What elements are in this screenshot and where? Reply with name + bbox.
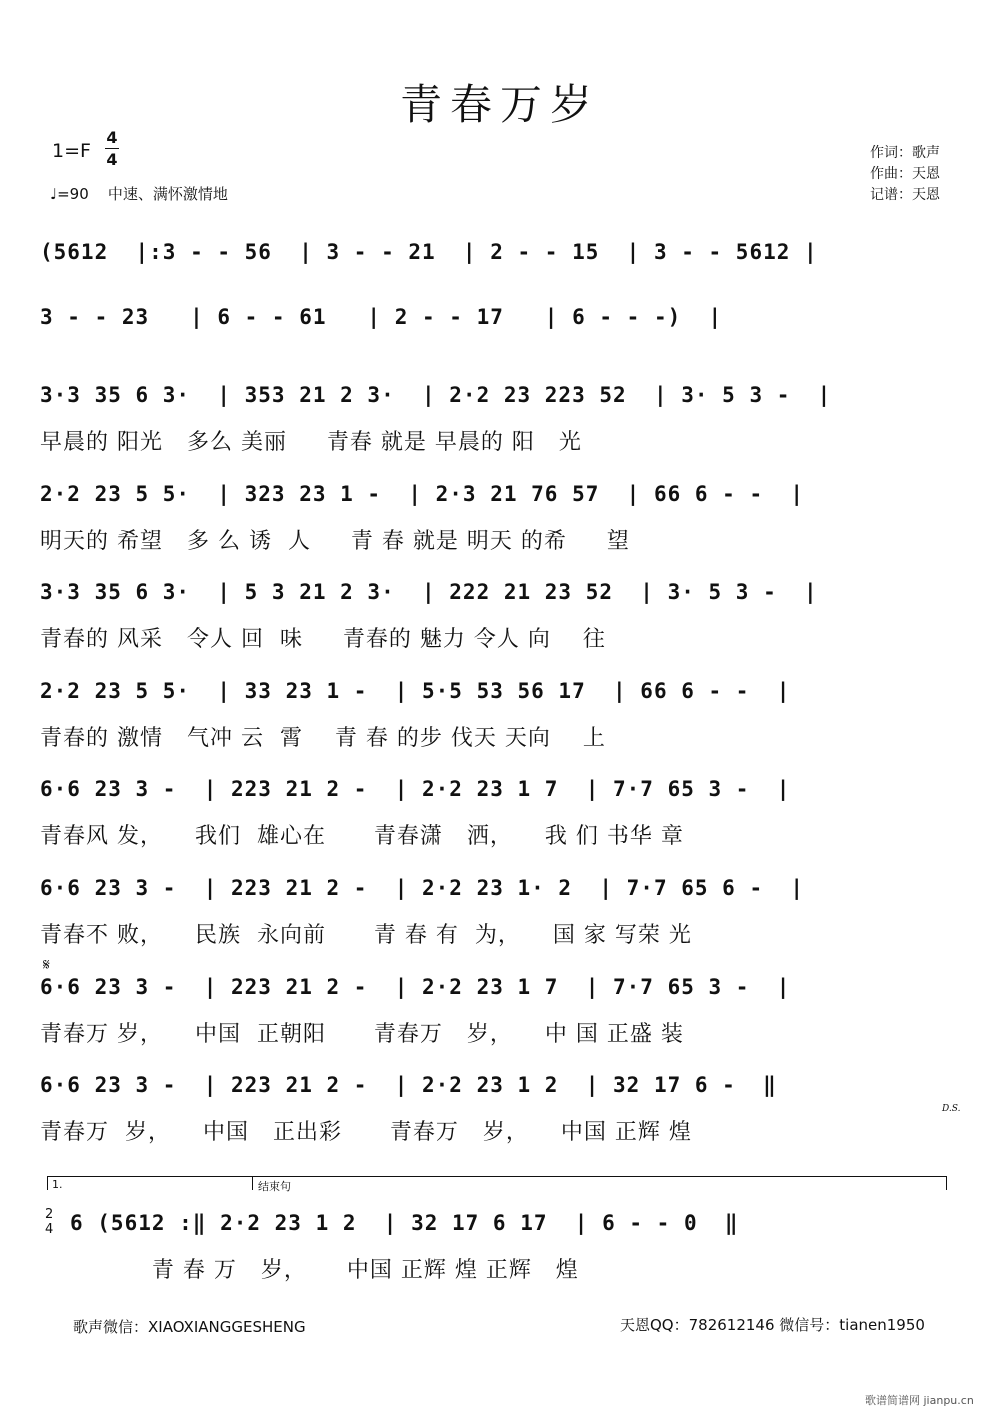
- lyric-row: 明天的 希望 多 么 诱 人 青 春 就是 明天 的希 望: [40, 529, 630, 554]
- notation-row: 3·3 35 6 3· | 5 3 21 2 3· | 222 21 23 52 | 3· 5 3 - |: [40, 580, 818, 604]
- notation-row: 6·6 23 3 - | 223 21 2 - | 2·2 23 1· 2 | 7·7 65 6 - |: [40, 876, 805, 900]
- segno-sign: 𝄋: [43, 955, 50, 974]
- volta-first-ending: 1.: [52, 1178, 63, 1191]
- notation-row: (5612 |:3 - - 56 | 3 - - 21 | 2 - - 15 | 3 - - 5612 |: [40, 240, 818, 264]
- quarter-note-icon: ♩: [50, 185, 58, 203]
- lyric-row: 青春的 激情 气冲 云 霄 青 春 的步 伐天 天向 上: [40, 726, 606, 751]
- lyric-row: 青 春 万 岁， 中国 正辉 煌 正辉 煌: [40, 1258, 579, 1283]
- notation-row: 6·6 23 3 - | 223 21 2 - | 2·2 23 1 7 | 7·7 65 3 - |: [40, 777, 791, 801]
- notation-row: 6·6 23 3 - | 223 21 2 - | 2·2 23 1 2 | 32 17 6 - ‖: [40, 1073, 777, 1097]
- lyric-row: 青春不 败， 民族 永向前 青 春 有 为， 国 家 写荣 光: [40, 923, 692, 948]
- notation-row: 2·2 23 5 5· | 323 23 1 - | 2·3 21 76 57 | 66 6 - - |: [40, 482, 805, 506]
- time-bar: [105, 148, 119, 149]
- ending-phrase-label: 结束句: [258, 1180, 291, 1193]
- notation-row: 3·3 35 6 3· | 353 21 2 3· | 2·2 23 223 52 | 3· 5 3 - |: [40, 383, 832, 407]
- credit-lyricist: 作词：歌声: [870, 145, 940, 161]
- credit-transcriber: 记谱：天恩: [870, 187, 940, 203]
- time2-bottom: 4: [45, 1222, 54, 1237]
- notation-row: 6 (5612 :‖ 2·2 23 1 2 | 32 17 6 17 | 6 - - 0 ‖: [70, 1211, 739, 1235]
- tempo-marking: [50, 183, 228, 204]
- time-signature-2-4: [45, 1207, 53, 1237]
- footer-contact: 天恩QQ：782612146 微信号：tianen1950: [620, 1316, 925, 1334]
- volta-left-edge: [47, 1176, 48, 1190]
- key-signature: 1=F: [52, 140, 91, 162]
- credit-composer: 作曲：天恩: [870, 166, 940, 182]
- lyric-row: 青春万 岁， 中国 正出彩 青春万 岁， 中国 正辉 煌: [40, 1120, 692, 1145]
- time2-top: 2: [45, 1207, 54, 1222]
- volta-split: [252, 1176, 253, 1190]
- time-signature: [105, 128, 119, 169]
- notation-row: 3 - - 23 | 6 - - 61 | 2 - - 17 | 6 - - -) |: [40, 305, 723, 329]
- watermark: 歌谱简谱网 jianpu.cn: [865, 1394, 974, 1407]
- credits: [870, 143, 940, 206]
- tempo-description: 中速、满怀激情地: [107, 185, 228, 203]
- volta-right-edge: [946, 1176, 947, 1190]
- lyric-row: 青春风 发， 我们 雄心在 青春潇 洒， 我 们 书华 章: [40, 824, 684, 849]
- tempo-value: =90: [57, 185, 89, 203]
- song-title: 青春万岁: [399, 80, 600, 129]
- lyric-row: 青春万 岁， 中国 正朝阳 青春万 岁， 中 国 正盛 装: [40, 1022, 684, 1047]
- lyric-row: 早晨的 阳光 多么 美丽 青春 就是 早晨的 阳 光: [40, 430, 582, 455]
- lyric-row: 青春的 风采 令人 回 味 青春的 魅力 令人 向 往: [40, 627, 606, 652]
- time-bottom: 4: [106, 150, 118, 169]
- volta-bracket: [47, 1176, 947, 1191]
- notation-row: 2·2 23 5 5· | 33 23 1 - | 5·5 53 56 17 | 66 6 - - |: [40, 679, 791, 703]
- ds-marking: D.S.: [942, 1104, 961, 1114]
- footer-wechat: 歌声微信：XIAOXIANGGESHENG: [73, 1318, 306, 1336]
- time-top: 4: [106, 128, 118, 147]
- notation-row: 6·6 23 3 - | 223 21 2 - | 2·2 23 1 7 | 7·7 65 3 - |: [40, 975, 791, 999]
